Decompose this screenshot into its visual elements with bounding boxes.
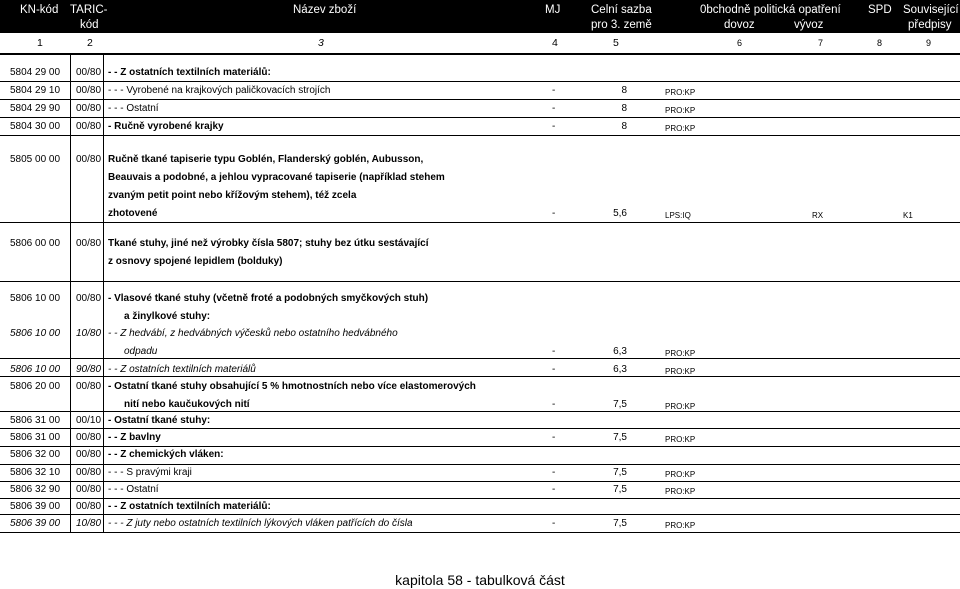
kn-code: 5804 29 90 xyxy=(10,103,61,114)
description: - - Z bavlny xyxy=(108,432,161,443)
import-measure: PRO:KP xyxy=(665,88,696,97)
row-divider xyxy=(0,376,960,377)
taric-code: 00/80 xyxy=(76,67,102,78)
row-divider xyxy=(0,498,960,499)
description: - - - Ostatní xyxy=(108,484,159,495)
column-number: 7 xyxy=(818,38,824,48)
description: odpadu xyxy=(124,346,158,357)
unit: - xyxy=(552,103,556,114)
table-header xyxy=(0,0,960,33)
row-divider xyxy=(0,464,960,465)
taric-code: 90/80 xyxy=(76,364,102,375)
page-footer: kapitola 58 - tabulková část xyxy=(395,572,565,588)
table-row xyxy=(0,325,960,342)
kn-code: 5806 39 00 xyxy=(10,518,61,529)
kn-code: 5806 20 00 xyxy=(10,381,61,392)
column-number: 1 xyxy=(37,37,43,49)
duty-rate: 7,5 xyxy=(613,467,627,478)
kn-code: 5806 31 00 xyxy=(10,415,61,426)
table-row xyxy=(0,498,960,515)
header-import: dovoz xyxy=(724,19,755,31)
description: - - Z ostatních textilních materiálů xyxy=(108,364,256,375)
duty-rate: 7,5 xyxy=(613,432,627,443)
kn-code: 5806 31 00 xyxy=(10,432,61,443)
taric-code: 00/80 xyxy=(76,154,102,165)
row-divider xyxy=(0,428,960,429)
table-row xyxy=(0,308,960,325)
duty-rate: 6,3 xyxy=(613,346,627,357)
table-row xyxy=(0,118,960,135)
kn-code: 5806 10 00 xyxy=(10,293,61,304)
unit: - xyxy=(552,432,556,443)
row-divider xyxy=(0,222,960,223)
duty-rate: 8 xyxy=(621,103,627,114)
header-trade-measures: 0bchodně politická opatření xyxy=(700,4,841,16)
kn-code: 5806 10 00 xyxy=(10,364,61,375)
header-taric-code-2: kód xyxy=(80,19,99,31)
table-row xyxy=(0,64,960,81)
header-description: Název zboží xyxy=(293,4,357,16)
column-number: 3 xyxy=(318,37,324,49)
column-number: 2 xyxy=(87,37,93,49)
row-divider xyxy=(0,481,960,482)
table-row xyxy=(0,100,960,117)
table-row xyxy=(0,205,960,222)
taric-code: 00/80 xyxy=(76,501,102,512)
header-related-2: předpisy xyxy=(908,19,952,31)
unit: - xyxy=(552,85,556,96)
taric-code: 00/80 xyxy=(76,484,102,495)
table-row xyxy=(0,481,960,498)
description: - - - Z juty nebo ostatních textilních lýkových vláken patřících do čísla xyxy=(108,518,413,529)
description: Beauvais a podobné, a jehlou vypracované tapiserie (například stehem xyxy=(108,172,445,183)
description: - Ostatní tkané stuhy obsahující 5 % hmotnostních nebo více elastomerových xyxy=(108,381,476,392)
row-divider xyxy=(0,117,960,118)
description: Tkané stuhy, jiné než výrobky čísla 5807; stuhy bez útku sestávající xyxy=(108,238,429,249)
header-related-1: Související xyxy=(903,4,959,16)
unit: - xyxy=(552,399,556,410)
row-divider xyxy=(0,99,960,100)
duty-rate: 5,6 xyxy=(613,208,627,219)
taric-code: 00/10 xyxy=(76,415,102,426)
kn-code: 5804 29 00 xyxy=(10,67,61,78)
kn-code: 5805 00 00 xyxy=(10,154,61,165)
description: - - - S pravými kraji xyxy=(108,467,192,478)
unit: - xyxy=(552,208,556,219)
column-number: 6 xyxy=(737,38,743,48)
row-divider xyxy=(0,281,960,282)
table-row xyxy=(0,169,960,186)
table-row xyxy=(0,378,960,395)
header-export: vývoz xyxy=(794,19,824,31)
kn-code: 5806 32 90 xyxy=(10,484,61,495)
description: - - - Vyrobené na krajkových paličkovacích strojích xyxy=(108,85,331,96)
taric-code: 00/80 xyxy=(76,381,102,392)
import-measure: PRO:KP xyxy=(665,487,696,496)
description: - - Z hedvábí, z hedvábných výčesků nebo ostatního hedvábného xyxy=(108,328,398,339)
kn-code: 5806 32 00 xyxy=(10,449,61,460)
taric-code: 00/80 xyxy=(76,238,102,249)
description: Ručně tkané tapiserie typu Goblén, Flanderský goblén, Aubusson, xyxy=(108,154,424,165)
description: - Ručně vyrobené krajky xyxy=(108,121,224,132)
taric-code: 00/80 xyxy=(76,293,102,304)
taric-code: 10/80 xyxy=(76,518,102,529)
unit: - xyxy=(552,364,556,375)
description: - Vlasové tkané stuhy (včetně froté a podobných smyčkových stuh) xyxy=(108,293,429,304)
row-divider xyxy=(0,411,960,412)
description: nití nebo kaučukových nití xyxy=(124,399,250,410)
import-measure: LPS:IQ xyxy=(665,211,691,220)
description: - - Z ostatních textilních materiálů: xyxy=(108,501,271,512)
unit: - xyxy=(552,518,556,529)
header-kn-code: KN-kód xyxy=(20,4,59,16)
duty-rate: 8 xyxy=(621,121,627,132)
column-number: 8 xyxy=(877,38,883,48)
duty-rate: 7,5 xyxy=(613,399,627,410)
taric-code: 00/80 xyxy=(76,103,102,114)
table-row xyxy=(0,151,960,168)
column-divider xyxy=(103,55,104,533)
description: zhotovené xyxy=(108,208,158,219)
kn-code: 5804 30 00 xyxy=(10,121,61,132)
table-row xyxy=(0,82,960,99)
column-number: 9 xyxy=(926,38,932,48)
duty-rate: 6,3 xyxy=(613,364,627,375)
import-measure: PRO:KP xyxy=(665,521,696,530)
table-row xyxy=(0,464,960,481)
description: - - - Ostatní xyxy=(108,103,159,114)
kn-code: 5806 10 00 xyxy=(10,328,61,339)
taric-code: 00/80 xyxy=(76,432,102,443)
import-measure: PRO:KP xyxy=(665,435,696,444)
header-spd: SPD xyxy=(868,4,892,16)
export-measure: RX xyxy=(812,211,824,220)
table-row xyxy=(0,412,960,429)
table-row xyxy=(0,290,960,307)
taric-code: 00/80 xyxy=(76,467,102,478)
import-measure: PRO:KP xyxy=(665,402,696,411)
duty-rate: 7,5 xyxy=(613,518,627,529)
row-divider xyxy=(0,532,960,533)
taric-code: 00/80 xyxy=(76,449,102,460)
duty-rate: 8 xyxy=(621,85,627,96)
description: zvaným petit point nebo křížovým stehem), též zcela xyxy=(108,190,357,201)
table-row xyxy=(0,446,960,463)
unit: - xyxy=(552,121,556,132)
table-row xyxy=(0,429,960,446)
table-row xyxy=(0,253,960,270)
column-divider xyxy=(70,55,71,533)
description: - - Z ostatních textilních materiálů: xyxy=(108,67,271,78)
description: z osnovy spojené lepidlem (bolduky) xyxy=(108,256,283,267)
kn-code: 5806 00 00 xyxy=(10,238,61,249)
row-divider xyxy=(0,514,960,515)
header-taric-code-1: TARIC- xyxy=(70,4,108,16)
taric-code: 00/80 xyxy=(76,85,102,96)
import-measure: PRO:KP xyxy=(665,470,696,479)
taric-code: 00/80 xyxy=(76,121,102,132)
import-measure: PRO:KP xyxy=(665,106,696,115)
import-measure: PRO:KP xyxy=(665,349,696,358)
row-divider xyxy=(0,81,960,82)
description: - - Z chemických vláken: xyxy=(108,449,224,460)
kn-code: 5806 32 10 xyxy=(10,467,61,478)
duty-rate: 7,5 xyxy=(613,484,627,495)
header-unit: MJ xyxy=(545,4,561,16)
description: a žinylkové stuhy: xyxy=(124,311,211,322)
unit: - xyxy=(552,467,556,478)
column-number: 4 xyxy=(552,37,558,49)
unit: - xyxy=(552,346,556,357)
row-divider xyxy=(0,358,960,359)
related-regulation: K1 xyxy=(903,211,913,220)
table-row xyxy=(0,235,960,252)
unit: - xyxy=(552,484,556,495)
table-row xyxy=(0,187,960,204)
kn-code: 5806 39 00 xyxy=(10,501,61,512)
description: - Ostatní tkané stuhy: xyxy=(108,415,211,426)
kn-code: 5804 29 10 xyxy=(10,85,61,96)
header-duty-2: pro 3. země xyxy=(591,19,652,31)
import-measure: PRO:KP xyxy=(665,124,696,133)
row-divider xyxy=(0,446,960,447)
table-row xyxy=(0,515,960,532)
import-measure: PRO:KP xyxy=(665,367,696,376)
header-divider xyxy=(0,53,960,55)
column-number: 5 xyxy=(613,37,619,49)
taric-code: 10/80 xyxy=(76,328,102,339)
header-duty-1: Celní sazba xyxy=(591,4,652,16)
row-divider xyxy=(0,135,960,136)
